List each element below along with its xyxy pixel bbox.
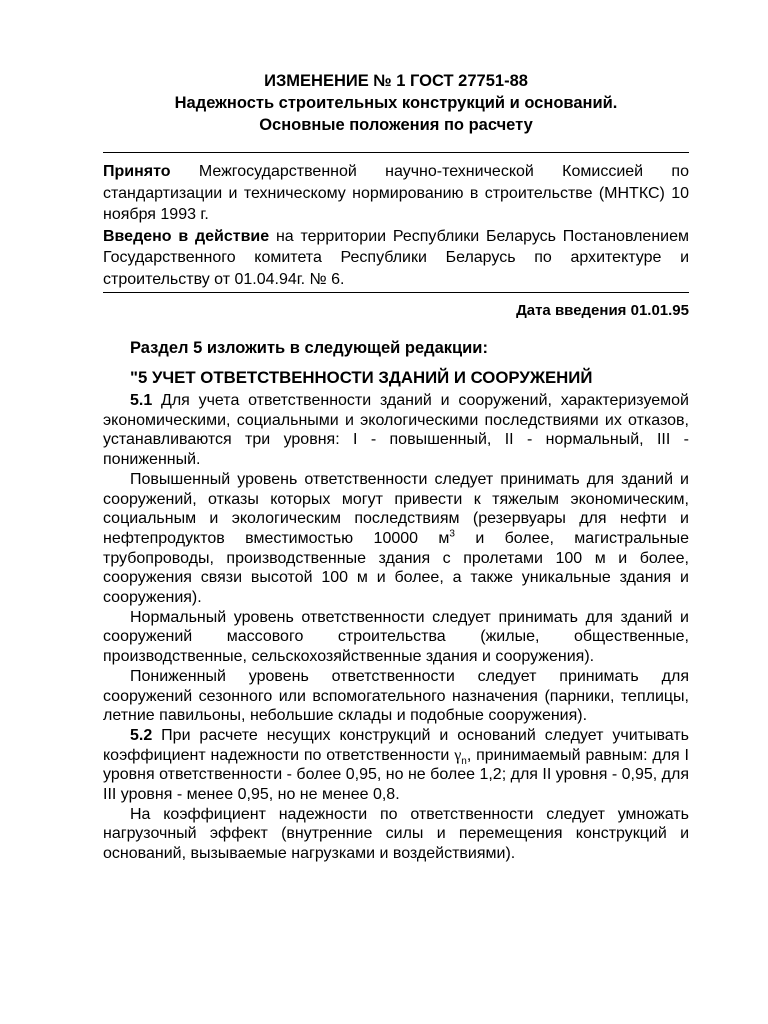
section-body	[103, 391, 689, 864]
paragraph-low-level: Пониженный уровень ответственности следует принимать для сооружений сезонного или вспомогательного назначения (парники, теплицы, летние павильоны, небольшие склады и подобные сооружения).	[103, 667, 689, 725]
title-line-2: Надежность строительных конструкций и оснований.	[174, 94, 618, 112]
adoption-text: Межгосударственной научно-технической Комиссией по стандартизации и техническому нормированию в строительстве (МНТКС) 10 ноября 1993 г.	[103, 163, 689, 223]
section-heading: "5 УЧЕТ ОТВЕТСТВЕННОСТИ ЗДАНИЙ И СООРУЖЕНИЙ	[130, 368, 593, 387]
gamma-symbol: γ	[454, 746, 462, 764]
divider-top	[103, 152, 689, 153]
paragraph-5-1	[103, 391, 689, 470]
section-instruction: Раздел 5 изложить в следующей редакции:	[130, 339, 488, 357]
intro-block	[103, 161, 689, 290]
paragraph-high-level-text-a: Повышенный уровень ответственности следует принимать для зданий и сооружений, отказы которых могут привести к тяжелым экономическим, социальным и экологическим последствиям (резервуары для нефти и нефтепродуктов вместимостью 10000 м	[103, 470, 689, 547]
paragraph-5-1-text: Для учета ответственности зданий и сооружений, характеризуемой экономическими, социальными и экологическими последствиями их отказов, устанавливаются три уровня: I - повышенный, II - нормальный, III - пониженный.	[103, 392, 689, 469]
gamma-subscript: n	[461, 755, 467, 767]
paragraph-normal-level: Нормальный уровень ответственности следует принимать для зданий и сооружений массового строительства (жилые, общественные, производственные, сельскохозяйственные здания и сооружения).	[103, 608, 689, 666]
document-page	[103, 70, 689, 864]
divider-bottom	[103, 292, 689, 293]
paragraph-multiply: На коэффициент надежности по ответственности следует умножать нагрузочный эффект (внутренние силы и перемещения конструкций и оснований, вызываемые нагрузками и воздействиями).	[103, 805, 689, 863]
enactment-label: Введено в действие	[103, 227, 270, 245]
document-title	[103, 70, 689, 136]
clause-number-5-1: 5.1	[130, 392, 153, 409]
clause-number-5-2: 5.2	[130, 726, 153, 744]
enactment-paragraph	[103, 226, 689, 291]
paragraph-high-level-text-b: и более, магистральные трубопроводы, производственные здания с пролетами 100 м и более, сооружения связи высотой 100 м и более, а также уникальные здания и сооружения).	[103, 529, 689, 607]
superscript-3: 3	[449, 528, 455, 540]
paragraph-5-2-text-b: , принимаемый равным: для I уровня ответственности - более 0,95, но не более 1,2; для II уровня - 0,95, для III уровня - менее 0,95, но не менее 0,8.	[103, 746, 689, 804]
title-line-3: Основные положения по расчету	[259, 116, 533, 134]
paragraph-5-2-text-a: При расчете несущих конструкций и оснований следует учитывать коэффициент надежности по ответственности	[103, 726, 689, 764]
enactment-text: на территории Республики Беларусь Постановлением Государственного комитета Республики Беларусь по архитектуре и строительству от 01.04.94г. № 6.	[103, 227, 689, 288]
paragraph-high-level	[103, 470, 689, 608]
effective-date: Дата введения 01.01.95	[516, 302, 689, 319]
title-line-1: ИЗМЕНЕНИЕ № 1 ГОСТ 27751-88	[264, 72, 528, 90]
paragraph-5-2	[103, 726, 689, 805]
adoption-paragraph	[103, 161, 689, 226]
adoption-label: Принято	[103, 163, 171, 180]
